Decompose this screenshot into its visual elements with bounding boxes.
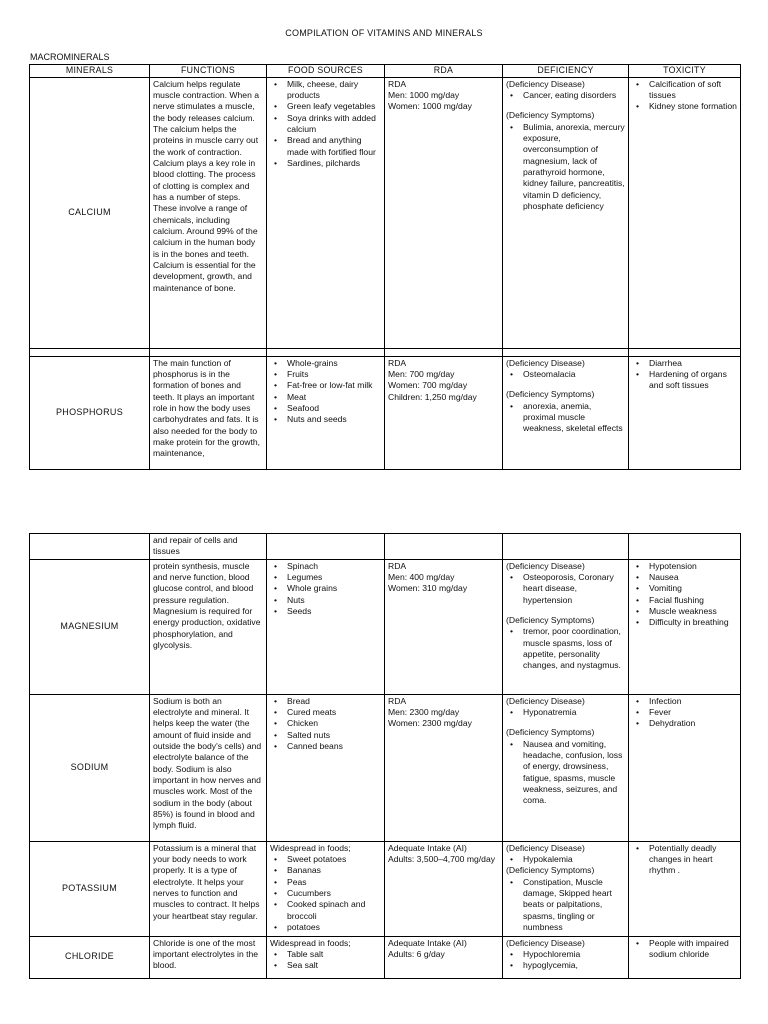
functions-cell: Calcium helps regulate muscle contraction. When a nerve stimulates a muscle, the body releases calcium. The calcium helps the proteins in muscle carry out the work of contraction. Calcium plays a key role in blood clotting. The process of clotting is complex and has a number of steps. These involve a range of chemicals, including calcium. Around 99% of the calcium in the human body is in the bones and teeth. Calcium is essential for the development, growth, and maintenance of bone. — [150, 77, 267, 348]
list-item: • tremor, poor coordination, muscle spasms, loss of appetite, personality changes, and nystagmus. — [523, 626, 625, 671]
toxicity-cell — [629, 77, 741, 348]
list-item: • Green leafy vegetables — [287, 101, 381, 112]
deficiency-disease-label: (Deficiency Disease) — [506, 695, 585, 706]
toxicity-cell — [629, 356, 741, 469]
header-deficiency: DEFICIENCY — [503, 65, 629, 78]
deficiency-symptoms-label: (Deficiency Symptoms) — [506, 389, 595, 400]
rda-line: Children: 1,250 mg/day — [388, 391, 477, 402]
list-item: • Cucumbers — [287, 888, 381, 899]
deficiency-disease-label: (Deficiency Disease) — [506, 560, 585, 571]
deficiency-symptoms-label: (Deficiency Symptoms) — [506, 110, 595, 121]
deficiency-disease-label: (Deficiency Disease) — [506, 78, 585, 89]
list-item: • Bananas — [287, 865, 381, 876]
rda-line: Men: 700 mg/day — [388, 368, 455, 379]
list-item: • Meat — [287, 392, 381, 403]
header-rda: RDA — [385, 65, 503, 78]
mineral-name: MAGNESIUM — [30, 559, 150, 694]
list-item: • Bulimia, anorexia, mercury exposure, overconsumption of magnesium, lack of parathyroid hormone, kidney failure, pancreatitis, vitamin D deficiency, phosphate deficiency — [523, 122, 625, 213]
list-item: • Whole grains — [287, 583, 381, 594]
list-item: • Facial flushing — [649, 595, 737, 606]
list-item: • Bread — [287, 696, 381, 707]
rda-line: Women: 1000 mg/day — [388, 101, 472, 112]
food-list — [270, 949, 381, 972]
mineral-name: SODIUM — [30, 694, 150, 841]
section-heading: MACROMINERALS — [30, 52, 110, 62]
list-item: • Fat-free or low-fat milk — [287, 380, 381, 391]
functions-cell: Chloride is one of the most important electrolytes in the blood. — [150, 936, 267, 978]
list-item: • Peas — [287, 877, 381, 888]
list-item: • Nausea and vomiting, headache, confusion, loss of energy, drowsiness, fatigue, spasms, muscle weakness, seizures, and coma. — [523, 739, 625, 807]
list-item: • People with impaired sodium chloride — [649, 938, 737, 961]
rda-line: Men: 2300 mg/day — [388, 707, 460, 718]
list-item: • Canned beans — [287, 741, 381, 752]
toxicity-cell — [629, 559, 741, 694]
list-item: • Chicken — [287, 718, 381, 729]
rda-line: Women: 310 mg/day — [388, 583, 468, 594]
list-item: • Diarrhea — [649, 358, 737, 369]
rda-line: Adequate Intake (AI) — [388, 842, 467, 853]
deficiency-disease-label: (Deficiency Disease) — [506, 357, 585, 368]
food-list — [270, 561, 381, 618]
rda-line: Adults: 6 g/day — [388, 949, 445, 960]
mineral-name: CHLORIDE — [30, 936, 150, 978]
list-item: • Vomiting — [649, 583, 737, 594]
document-title: COMPILATION OF VITAMINS AND MINERALS — [285, 28, 483, 38]
rda-line: Adequate Intake (AI) — [388, 937, 467, 948]
header-toxicity: TOXICITY — [629, 65, 741, 78]
table-row-sodium — [30, 694, 741, 841]
list-item: • Kidney stone formation — [649, 101, 737, 112]
deficiency-symptoms-label: (Deficiency Symptoms) — [506, 727, 595, 738]
table-row-chloride — [30, 936, 741, 978]
food-sources-cell — [267, 841, 385, 936]
toxicity-cell — [629, 936, 741, 978]
rda-line: Adults: 3,500–4,700 mg/day — [388, 854, 496, 865]
list-item: • Potentially deadly changes in heart rhythm . — [649, 843, 737, 877]
list-item: • Sweet potatoes — [287, 854, 381, 865]
rda-cell — [385, 77, 503, 348]
table-separator-row — [30, 348, 741, 356]
list-item: • Hypochloremia — [523, 949, 625, 960]
rda-line: Women: 2300 mg/day — [388, 718, 472, 729]
list-item: • Hardening of organs and soft tissues — [649, 369, 737, 392]
deficiency-symptoms-label: (Deficiency Symptoms) — [506, 865, 595, 876]
rda-line: Women: 700 mg/day — [388, 380, 468, 391]
list-item: • Sardines, pilchards — [287, 158, 381, 169]
list-item: • Seeds — [287, 606, 381, 617]
rda-line: RDA — [388, 695, 407, 706]
list-item: • anorexia, anemia, proximal muscle weakness, skeletal effects — [523, 401, 625, 435]
list-item: • Soya drinks with added calcium — [287, 113, 381, 136]
list-item: • Infection — [649, 696, 737, 707]
list-item: • Milk, cheese, dairy products — [287, 79, 381, 102]
rda-cell — [385, 356, 503, 469]
rda-line: RDA — [388, 560, 407, 571]
food-list — [270, 79, 381, 170]
header-minerals: MINERALS — [30, 65, 150, 78]
deficiency-cell — [503, 694, 629, 841]
table-row-potassium — [30, 841, 741, 936]
list-item: • Bread and anything made with fortified flour — [287, 135, 381, 158]
mineral-name: PHOSPHORUS — [30, 356, 150, 469]
list-item: • Nausea — [649, 572, 737, 583]
mineral-name: POTASSIUM — [30, 841, 150, 936]
functions-cell: protein synthesis, muscle and nerve function, blood glucose control, and blood pressure regulation. Magnesium is required for energy production, oxidative phosphorylation, and glycolysis. — [150, 559, 267, 694]
food-list — [270, 358, 381, 426]
deficiency-cell — [503, 936, 629, 978]
list-item: • Hypotension — [649, 561, 737, 572]
list-item: • Fruits — [287, 369, 381, 380]
deficiency-cell — [503, 356, 629, 469]
rda-line: RDA — [388, 78, 407, 89]
list-item: • Spinach — [287, 561, 381, 572]
list-item: • Cooked spinach and broccoli — [287, 899, 381, 922]
deficiency-symptoms-label: (Deficiency Symptoms) — [506, 615, 595, 626]
list-item: • Nuts — [287, 595, 381, 606]
list-item: • Hypokalemia — [523, 854, 625, 865]
food-list — [270, 854, 381, 933]
toxicity-cell — [629, 694, 741, 841]
list-item: • Muscle weakness — [649, 606, 737, 617]
list-item: • Table salt — [287, 949, 381, 960]
table-row-magnesium — [30, 559, 741, 694]
list-item: • Legumes — [287, 572, 381, 583]
list-item: • Calcification of soft tissues — [649, 79, 737, 102]
list-item: • Dehydration — [649, 718, 737, 729]
deficiency-cell — [503, 559, 629, 694]
list-item: • Hyponatremia — [523, 707, 625, 718]
list-item: • Sea salt — [287, 960, 381, 971]
list-item: • Salted nuts — [287, 730, 381, 741]
rda-line: Men: 400 mg/day — [388, 572, 455, 583]
functions-cell: Potassium is a mineral that your body needs to work properly. It is a type of electrolyte. It helps your nerves to function and muscles to contract. It helps your heartbeat stay regular. — [150, 841, 267, 936]
list-item: • potatoes — [287, 922, 381, 933]
list-item: • hypoglycemia, — [523, 960, 625, 971]
food-sources-cell — [267, 936, 385, 978]
list-item: • Nuts and seeds — [287, 414, 381, 425]
mineral-name: CALCIUM — [30, 77, 150, 348]
minerals-table-page-2 — [29, 533, 741, 979]
list-item: • Whole-grains — [287, 358, 381, 369]
table-row-phosphorus — [30, 356, 741, 469]
list-item: • Osteoporosis, Coronary heart disease, hypertension — [523, 572, 625, 606]
header-food-sources: FOOD SOURCES — [267, 65, 385, 78]
table-header-row — [30, 65, 741, 78]
list-item: • Seafood — [287, 403, 381, 414]
deficiency-cell — [503, 841, 629, 936]
list-item: • Osteomalacia — [523, 369, 625, 380]
header-functions: FUNCTIONS — [150, 65, 267, 78]
functions-cell: and repair of cells and tissues — [150, 534, 267, 560]
food-sources-cell — [267, 559, 385, 694]
food-list — [270, 696, 381, 753]
rda-line: RDA — [388, 357, 407, 368]
list-item: • Cured meats — [287, 707, 381, 718]
deficiency-disease-label: (Deficiency Disease) — [506, 842, 585, 853]
functions-cell: The main function of phosphorus is in the formation of bones and teeth. It plays an important role in how the body uses carbohydrates and fats. It is also needed for the body to make protein for the growth, maintenance, — [150, 356, 267, 469]
table-row-phosphorus-continued — [30, 534, 741, 560]
food-sources-cell — [267, 77, 385, 348]
food-intro: Widespread in foods; — [270, 937, 351, 948]
list-item: • Fever — [649, 707, 737, 718]
food-sources-cell — [267, 694, 385, 841]
toxicity-cell — [629, 841, 741, 936]
deficiency-cell — [503, 77, 629, 348]
rda-line: Men: 1000 mg/day — [388, 89, 460, 100]
minerals-table-page-1 — [29, 64, 741, 470]
list-item: • Difficulty in breathing — [649, 617, 737, 628]
rda-cell — [385, 694, 503, 841]
list-item: • Constipation, Muscle damage, Skipped heart beats or palpitations, spasms, tingling or numbness — [523, 877, 625, 934]
table-row-calcium — [30, 77, 741, 348]
food-intro: Widespread in foods; — [270, 842, 351, 853]
functions-cell: Sodium is both an electrolyte and mineral. It helps keep the water (the amount of fluid inside and outside the body's cells) and electrolyte balance of the body. Sodium is also important in how nerves and muscles work. Most of the sodium in the body (about 85%) is found in blood and lymph fluid. — [150, 694, 267, 841]
rda-cell — [385, 936, 503, 978]
list-item: • Cancer, eating disorders — [523, 90, 625, 101]
rda-cell — [385, 841, 503, 936]
rda-cell — [385, 559, 503, 694]
food-sources-cell — [267, 356, 385, 469]
deficiency-disease-label: (Deficiency Disease) — [506, 937, 585, 948]
